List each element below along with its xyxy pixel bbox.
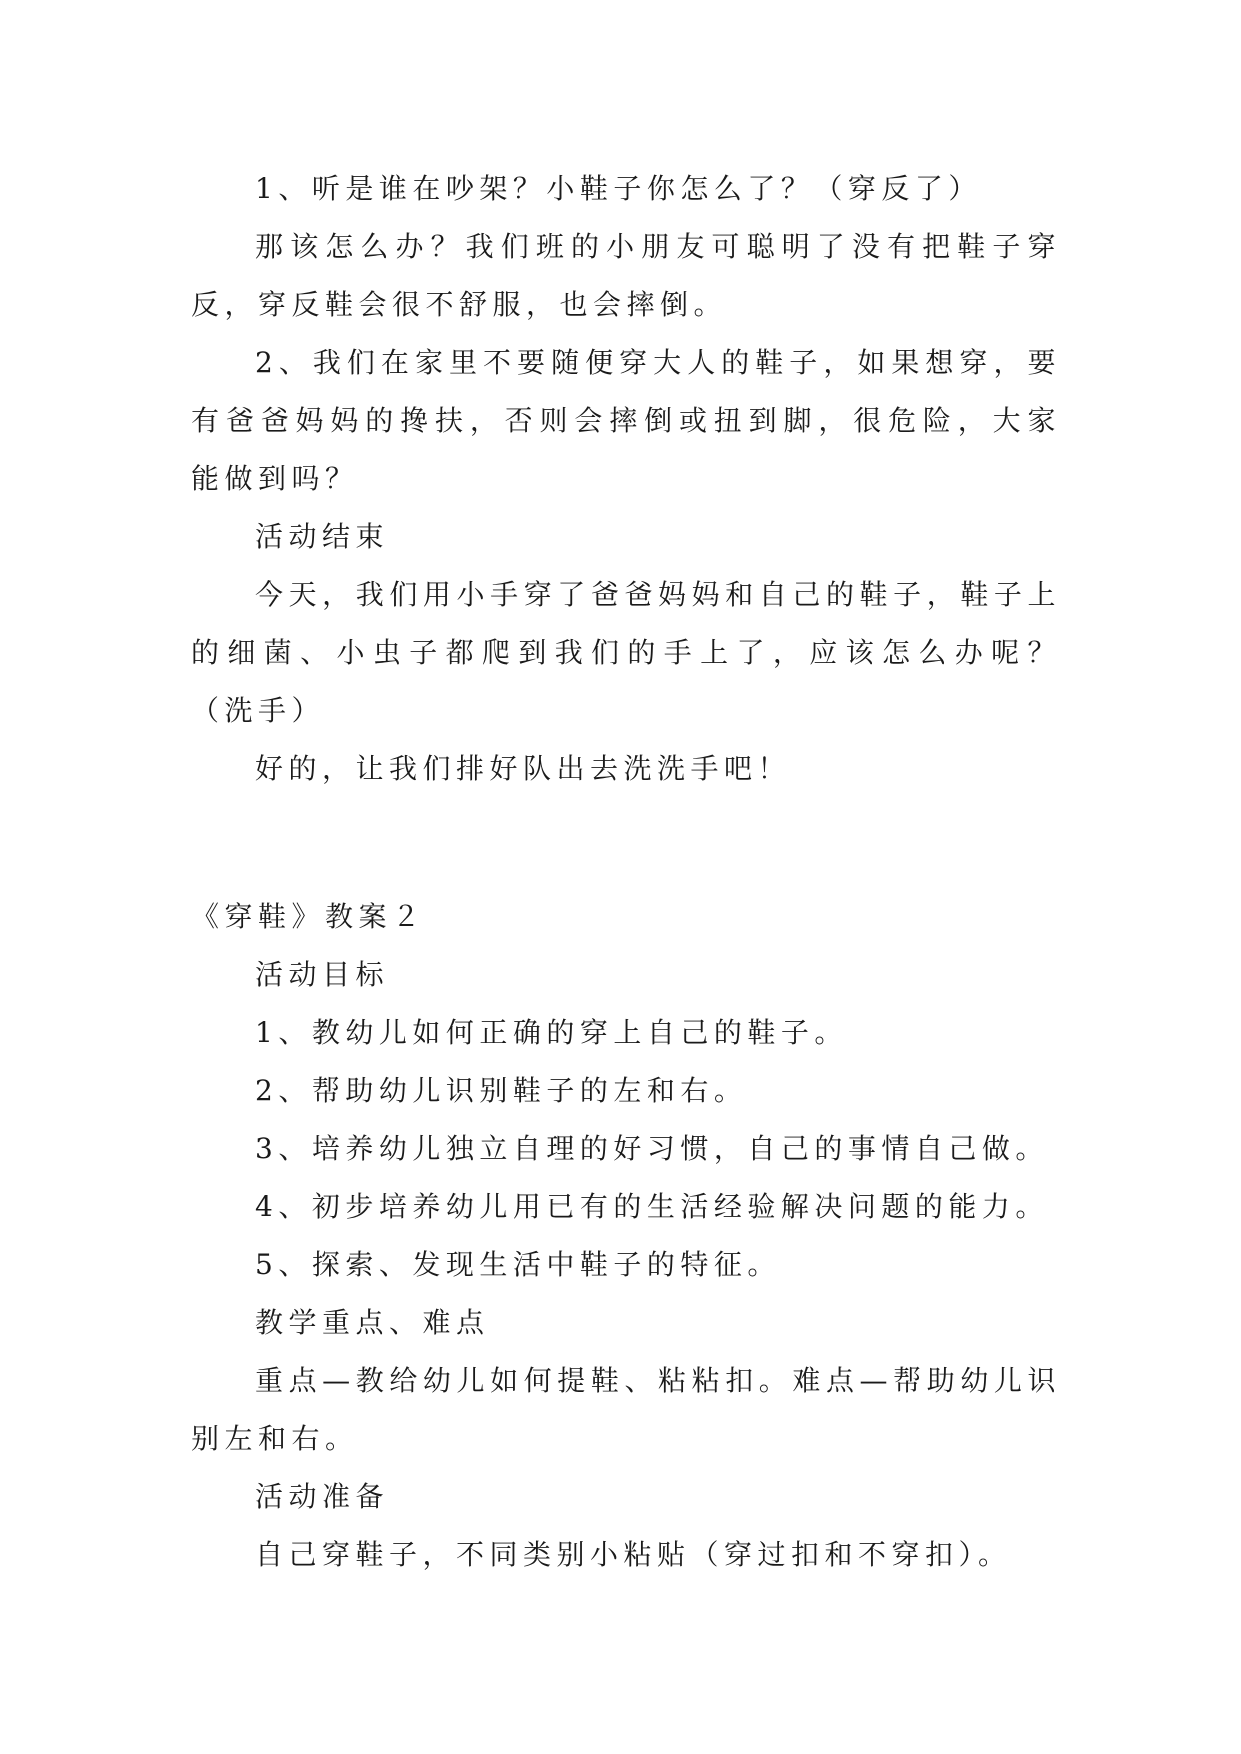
list-item: 3、培养幼儿独立自理的好习惯，自己的事情自己做。 [255, 1132, 1049, 1165]
list-item: 5、探索、发现生活中鞋子的特征。 [255, 1248, 781, 1281]
subheading-preparation: 活动准备 [255, 1480, 390, 1513]
paragraph: 好的，让我们排好队出去洗洗手吧！ [255, 752, 792, 785]
subheading-activity-goals: 活动目标 [255, 958, 390, 991]
paragraph: 自己穿鞋子，不同类别小粘贴（穿过扣和不穿扣）。 [255, 1538, 1012, 1571]
paragraph: 1、听是谁在吵架？小鞋子你怎么了？（穿反了） [255, 172, 982, 205]
list-item: 4、初步培养幼儿用已有的生活经验解决问题的能力。 [255, 1190, 1049, 1223]
paragraph: 那该怎么办？我们班的小朋友可聪明了没有把鞋子穿反，穿反鞋会很不舒服，也会摔倒。 [191, 230, 1061, 321]
paragraph: 重点—教给幼儿如何提鞋、粘粘扣。难点—帮助幼儿识别左和右。 [191, 1364, 1061, 1455]
subheading-key-points: 教学重点、难点 [255, 1306, 490, 1339]
document-body [191, 160, 1061, 1584]
list-item: 1、教幼儿如何正确的穿上自己的鞋子。 [255, 1016, 848, 1049]
list-item: 2、帮助幼儿识别鞋子的左和右。 [255, 1074, 748, 1107]
subheading-activity-end: 活动结束 [255, 520, 390, 553]
paragraph: 今天，我们用小手穿了爸爸妈妈和自己的鞋子，鞋子上的细菌、小虫子都爬到我们的手上了，应该怎么办呢？（洗手） [191, 578, 1061, 727]
paragraph: 2、我们在家里不要随便穿大人的鞋子，如果想穿，要有爸爸妈妈的搀扶，否则会摔倒或扭到脚，很危险，大家能做到吗？ [191, 346, 1061, 495]
section-title: 《穿鞋》教案２ [191, 900, 426, 933]
section-spacer [191, 798, 1061, 888]
